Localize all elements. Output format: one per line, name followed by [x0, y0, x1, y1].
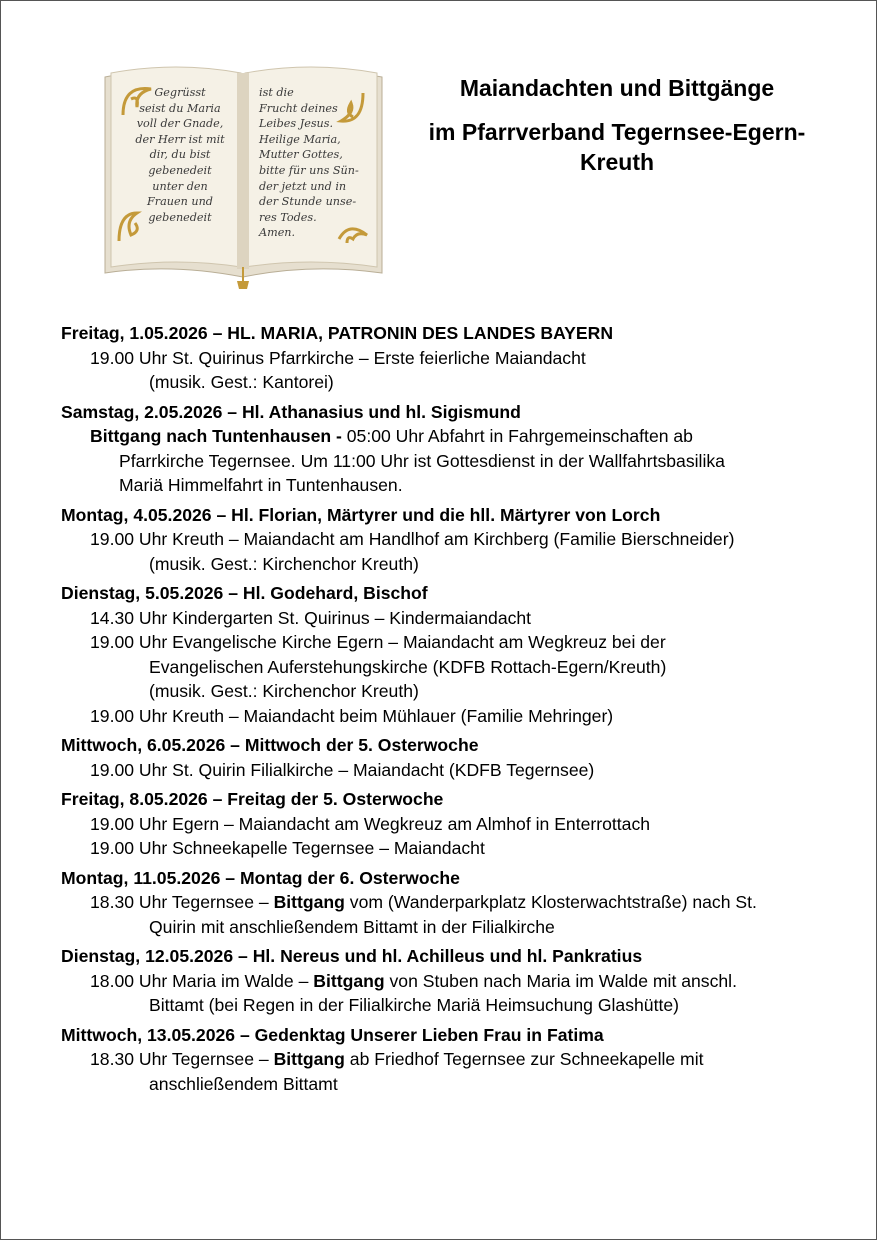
day-block — [61, 1023, 851, 1097]
event-line — [61, 890, 851, 915]
day-block — [61, 321, 851, 395]
book-text-line: voll der Gnade, — [136, 117, 224, 131]
event-note: Evangelischen Auferstehungskirche (KDFB Rottach-Egern/Kreuth) — [149, 656, 667, 677]
event-text: von Stuben nach Maria im Walde mit anschl. — [384, 970, 737, 991]
book-text-line: dir, du bist — [149, 148, 211, 162]
book-text-line: der Stunde unse- — [259, 195, 357, 209]
day-heading: Samstag, 2.05.2026 – Hl. Athanasius und hl. Sigismund — [61, 401, 521, 422]
day-block — [61, 787, 851, 861]
event-line: 19.00 Uhr Egern – Maiandacht am Wegkreuz am Almhof in Enterrottach — [90, 813, 651, 834]
book-text-line: Frucht deines — [259, 101, 338, 115]
event-text: 18.30 Uhr Tegernsee – — [90, 892, 274, 912]
day-block — [61, 866, 851, 940]
event-note: anschließendem Bittamt — [149, 1073, 338, 1094]
day-block — [61, 503, 851, 577]
book-text-line: Amen. — [259, 226, 296, 240]
schedule-list — [61, 321, 851, 1101]
event-line — [61, 1047, 851, 1072]
book-text-line: Mutter Gottes, — [259, 148, 343, 162]
day-block — [61, 944, 851, 1018]
event-note: Quirin mit anschließendem Bittamt in der Filialkirche — [149, 916, 555, 937]
bittgang-label: Bittgang — [273, 1049, 345, 1069]
book-text-line: unter den — [152, 179, 208, 193]
book-text-line: der jetzt und in — [259, 179, 347, 193]
book-left-page — [121, 85, 239, 275]
bittgang-label: Bittgang — [313, 970, 385, 991]
book-right-page — [251, 85, 377, 275]
day-heading: Mittwoch, 13.05.2026 – Gedenktag Unserer Lieben Frau in Fatima — [61, 1024, 604, 1045]
event-line — [61, 424, 851, 449]
event-note: (musik. Gest.: Kantorei) — [149, 372, 334, 392]
day-heading: Montag, 11.05.2026 – Montag der 6. Osterwoche — [61, 867, 460, 888]
event-line: Pfarrkirche Tegernsee. Um 11:00 Uhr ist Gottesdienst in der Wallfahrtsbasilika — [119, 450, 725, 471]
event-note: (musik. Gest.: Kirchenchor Kreuth) — [149, 553, 419, 574]
event-line: 19.00 Uhr Kreuth – Maiandacht beim Mühlauer (Familie Mehringer) — [90, 705, 614, 726]
event-text: 05:00 Uhr Abfahrt in Fahrgemeinschaften ab — [341, 426, 693, 446]
book-text-line: gebenedeit — [148, 210, 212, 224]
event-text: 18.00 Uhr Maria im Walde – — [90, 970, 314, 991]
event-text: 18.30 Uhr Tegernsee – — [90, 1049, 274, 1069]
book-text-line: Leibes Jesus. — [259, 117, 334, 131]
day-heading: Freitag, 1.05.2026 – HL. MARIA, PATRONIN DES LANDES BAYERN — [61, 323, 614, 343]
book-text-line: seist du Maria — [139, 101, 221, 115]
book-text-line: gebenedeit — [148, 163, 212, 177]
event-note: (musik. Gest.: Kirchenchor Kreuth) — [149, 681, 419, 701]
bittgang-label: Bittgang nach Tuntenhausen - — [90, 426, 342, 446]
open-book-icon — [101, 63, 386, 289]
day-block — [61, 733, 851, 782]
book-text-line: Frauen und — [147, 195, 213, 209]
book-text-line: ist die — [259, 86, 294, 99]
bittgang-label: Bittgang — [273, 892, 345, 912]
day-heading: Dienstag, 12.05.2026 – Hl. Nereus und hl. Achilleus und hl. Pankratius — [61, 946, 643, 966]
book-text-line: res Todes. — [259, 210, 317, 224]
book-text-line: bitte für uns Sün- — [259, 163, 359, 177]
event-line: 19.00 Uhr Schneekapelle Tegernsee – Maiandacht — [90, 838, 485, 858]
event-text: vom (Wanderparkplatz Klosterwachtstraße) nach St. — [344, 892, 757, 912]
event-line: 19.00 Uhr St. Quirinus Pfarrkirche – Erste feierliche Maiandacht — [90, 347, 586, 368]
event-line: 19.00 Uhr Kreuth – Maiandacht am Handlhof am Kirchberg (Familie Bierschneider) — [90, 529, 735, 549]
event-line: 19.00 Uhr Evangelische Kirche Egern – Maiandacht am Wegkreuz bei der — [90, 632, 666, 652]
title-line-1: Maiandachten und Bittgänge — [459, 75, 775, 101]
event-line — [61, 969, 851, 994]
title-line-2: im Pfarrverband Tegernsee-Egern-Kreuth — [428, 119, 806, 175]
day-heading: Dienstag, 5.05.2026 – Hl. Godehard, Bischof — [61, 583, 428, 603]
event-line: 14.30 Uhr Kindergarten St. Quirinus – Kindermaiandacht — [90, 607, 532, 628]
day-heading: Freitag, 8.05.2026 – Freitag der 5. Osterwoche — [61, 789, 444, 809]
book-text-line: Gegrüsst — [154, 86, 206, 99]
event-note: Bittamt (bei Regen in der Filialkirche Mariä Heimsuchung Glashütte) — [149, 995, 679, 1015]
book-text-line: Heilige Maria, — [259, 132, 341, 146]
day-heading: Montag, 4.05.2026 – Hl. Florian, Märtyrer und die hll. Märtyrer von Lorch — [61, 504, 661, 525]
day-heading: Mittwoch, 6.05.2026 – Mittwoch der 5. Osterwoche — [61, 735, 479, 755]
day-block — [61, 400, 851, 498]
event-text: ab Friedhof Tegernsee zur Schneekapelle mit — [344, 1049, 704, 1069]
day-block — [61, 581, 851, 728]
event-line: Mariä Himmelfahrt in Tuntenhausen. — [119, 475, 403, 495]
event-line: 19.00 Uhr St. Quirin Filialkirche – Maiandacht (KDFB Tegernsee) — [90, 759, 595, 780]
book-text-line: der Herr ist mit — [135, 132, 225, 146]
page-title — [411, 73, 823, 177]
